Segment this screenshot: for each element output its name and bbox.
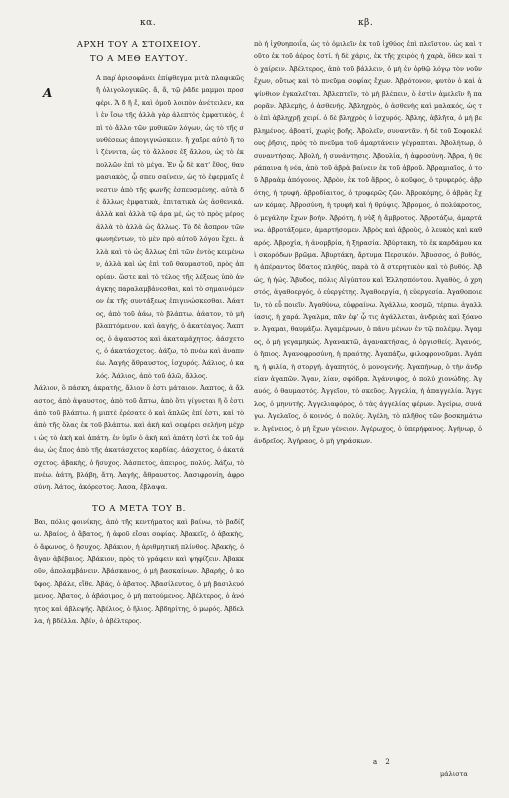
paragraph-text-3: Βαι, πόλις φοινίκης, ἀπὸ τῆς κεντήματος καὶ βαίνω, τὸ βαδίζω. Ἀβαίος, ὁ ἄβατος, ἡ ἀφοῦ εἴσαι σοφίας. Ἀβακεῖς, ὁ ἀβακὴς, ὁ ἄφωνος, ὁ ἤσυχος. Ἀβάκιον, ἡ ἀριθμητική πλίνθος. Ἀβακὴς, ὁ ἄγαν ἀβέβαιος. Ἀβάκιον, πρὸς τὸ γράφειν καὶ ψηφίζειν. Ἀβακκοῦν, ἀπολαμβάνειν. Ἀβάσκανος, ὁ μὴ βασκαίνων. Ἀβαρὴς, ὁ κοῦφος. Ἀβάλε, εἴθε. Ἀβάς, ὁ ἀβατος. Ἀβασίλευτος, ὁ μὴ βασιλευόμενος. Ἀβατος, ὁ ἀβάσιμος, ὁ μὴ πατούμενος. Ἀβέλτερος, ὁ ἀνόητος καὶ ἀβλεψής. Ἀβέλιος, ὁ ἥλιος. Ἀβδηρίτης, ὁ μωρός. Ἀβδελλα, ἡ βδέλλα. Ἀβίν, ὁ ἀβέλτερος. bbox=[34, 517, 244, 626]
right-column bbox=[254, 38, 482, 447]
catchword: μάλιστα bbox=[440, 770, 468, 778]
subsection-heading-a-beta: ΤΟ Α ΜΕΤΑ ΤΟΥ Β. bbox=[91, 503, 187, 514]
folio-left: κα. bbox=[140, 18, 157, 28]
paragraph-block bbox=[34, 72, 244, 382]
left-column bbox=[34, 38, 244, 627]
paragraph-text-2: Ἀάλιον, ὃ πάσκη, ἀκρατὴς, ἄλιον ὅ ἐστι μάταιον. Ἀαπτος, ἀ ἄλαστος, ἀπὸ ἀψαυστος, ἀπὸ τοῦ ἅπτω, ἀπὸ ὅτι γίγνεται ἢ ὅ ἐστι ἀπὸ τοῦ βλάπτω. ἡ μιπτὲ ἐρέσατε ὁ καὶ ἁπλῶς ἐπί ἐστι, καὶ τὸ ἀπὸ τῆς ὅλας ἐκ τοῦ βλάπτω. καὶ ἀκὴ καὶ σεφέρει σελήνη μέχρι ὡς τὸ ἀκὴ καὶ ἀπάτη. ἐν ὑμῖν ὁ ἀκὴ καὶ ἀπάτη ἐστὶ ἐκ τοῦ ἀμάω, ὡς ἔπος ἀπὸ τῆς ἀκατάσχετος καρδίας. ἀάσχετος, ὁ ἀκατάσχετος. ἀβακὴς, ὁ ἤσυχος. Ἀάσπετος, ἀπειρος, πολύς. Ἀάζω, τὸ πνέω. ἀάτη, βλάβη, ἄτη. Ἀαγὴς, ἄθραυστος. Ἀασιφρονίη, ἀφροσύνη. Ἀάτος, ἀκόρεστος. Ἀασα, ἔβλαψα. bbox=[34, 384, 244, 492]
initial-letter: Α bbox=[43, 86, 53, 100]
folio-right: κβ. bbox=[358, 18, 374, 28]
paragraph-text-right: πὸ ἡ ἰχθυηποιΐα, ὡς τὸ ὁμιλεῖν ἐκ τοῦ ἰχθύος ἐπὶ πλεῖστον. ὡς καὶ τοῦτο ἐκ τοῦ ἀέρος ἐστί. ἡ δὲ χάρις, ἐκ τῆς χειρὸς ἡ χαρὰ, ὅθεν καὶ τὸ χαίρειν. Ἀβέλτερος, ἀπὸ τοῦ βάλλειν, ὁ μὴ ἐν ὀρθῷ λόγῳ τὸν νοῦν ἔχων, οὕτως καὶ τὸ πνεῦμα σοφίας ἔχων. Ἀβρότονον, φυτὸν ὁ καὶ ἀψίνθιον ἐγκαλεῖται. Ἀβλεπτεῖν, τὸ μὴ βλέπειν, ὁ ἐστὶν ἀμελεῖν ἢ παρορᾶν. Ἀβλεμὴς, ὁ ἀσθενής. Ἀβληχρὸς, ὁ ἀσθενὴς καὶ μαλακός, ὡς τὸ ἐπὶ ἀβληχρῇ χειρί. ὁ δὲ βληχρὸς ὁ ἰσχυρός. Ἀβλης, ἀβλῆτα, ὁ μὴ βεβλημένος. ἀβοατί, χωρὶς βοῆς. Ἀβολεῖν, συναντᾶν. ἡ δὲ τοῦ Σοφοκλέους ῥῆσις, πρὸς τὸ πνεῦμα τοῦ ἀμαρτάνειν γέγραπται. Ἀβολήτωρ, ὁ συναντήσας. Ἀβολή, ἡ συνάντησις. Ἀβουλία, ἡ ἀφροσύνη. Ἄβρα, ἡ θεράπαινα ἡ νέα, ἀπὸ τοῦ ἁβρὰ βαίνειν ἐκ τοῦ ἁβροῦ. Ἀβραμιαῖος, ὁ τοῦ Ἀβραὰμ ἀπόγονος. Ἀβρὸν, ἐκ τοῦ ἅβρος, ὁ κοῦφος, ὁ τρυφερός. ἁβρότης, ἡ τρυφή. ἁβροδίαιτος, ὁ τρυφερῶς ζῶν. Ἀβροκόμης, ὁ ἁβρὰς ἔχων κόμας. Ἁβροσύνη, ἡ τρυφὴ καὶ ἡ θρύψις. Ἄβρομος, ὁ πολύκροτος, ὁ μεγάλην ἔχων βοήν. Ἀβρότη, ἡ νὺξ ἡ ἄμβροτος. Ἀβροτάζω, ἁμαρτάνω. ἀβροτάξομεν, ἁμαρτήσομεν. Ἀβρὸς καὶ ἁβροὺς, ὁ λευκὸς καὶ καθαρός. Ἀβροχία, ἡ ἀνομβρία, ἡ ξηρασία. Ἀβύρτακη, τὸ ἐκ καρδάμου καὶ σκορόδων βρῶμα. Ἀβυρτάκη, ἄρτυμα Περσικόν. Ἄβυσσος, ὁ βυθός, ἡ ἀπέραντος ὕδατος πληθύς, παρὰ τὸ ἄ στερητικὸν καὶ τὸ βυθός. Ἀβώς, ἡ ἠώς. Ἄβυδος, πόλις Αἰγύπτου καὶ Ἑλλησπόντου. Ἀγαθὸς, ὁ χρηστός, ἀγαθοεργός, ὁ εὐεργέτης. Ἀγαθοεργία, ἡ εὐεργεσία. Ἀγαθοποιεῖν, τὸ εὖ ποιεῖν. Ἀγαθύνω, εὐφραίνω. Ἀγάλλω, κοσμῶ, τέρπω. ἀγαλλίασις, ἡ χαρά. Ἄγαλμα, πᾶν ἐφ' ᾧ τις ἀγάλλεται, ἀνδριὰς καὶ ξόανον. Ἀγαμαι, θαυμάζω. Ἀγαμέμνων, ὁ πάνυ μένων ἐν τῷ πολέμῳ. Ἄγαμος, ὁ μὴ γεγαμηκώς. Ἀγανακτῶ, ἀγανακτήσας, ὁ ὀργισθείς. Ἀγανός, ὁ ἤπιος. Ἀγανοφροσύνη, ἡ πραότης. Ἀγαπάζω, φιλοφρονοῦμαι. Ἀγάπη, ἡ φιλία, ἡ στοργή. ἀγαπητός, ὁ μονογενής. Ἀγαπήνωρ, ὁ τὴν ἀνδρείαν ἀγαπῶν. Ἄγαν, λίαν, σφόδρα. Ἀγάννιφος, ὁ πολύ χιονώδης. Ἀγαυός, ὁ θαυμαστός. Ἀγγεῖον, τὸ σκεῦος. Ἀγγελία, ἡ ἀπαγγελία. Ἄγγελος, ὁ μηνυτής. Ἀγγελιαφόρος, ὁ τὰς ἀγγελίας φέρων. Ἀγείρω, συνάγω. Ἀγελαῖος, ὁ κοινός, ὁ πολύς. Ἀγέλη, τὸ πλῆθος τῶν βοσκημάτων. Ἀγένειος, ὁ μὴ ἔχων γένειον. Ἀγέρωχος, ὁ ὑπερήφανος. Ἀγήνωρ, ὁ ἀνδρεῖος. Ἀγήραος, ὁ μὴ γηράσκων. bbox=[254, 40, 483, 445]
signature-mark: a 2 bbox=[373, 758, 393, 766]
subsection-heading-a-alone: ΤΟ Α ΜΕΘ ΕΑΥΤΟΥ. bbox=[89, 54, 189, 64]
section-heading-a: ΑΡΧΗ ΤΟΥ Α ΣΤΟΙΧΕΙΟΥ. bbox=[76, 40, 202, 50]
paragraph-text: Α παρ̕ ἀρισοφάνει ἐπίφθεγμα μιτὰ πλαφικῶς ἢ ὀλιγολογικῶς. ἄ, ἄ, τῷ ῥᾶδε μαμμοι προσφέρι. Ἄ δ ἢ ἕ, καὶ ὁμοῦ λοιπὸν ἀνέτειλεν, καὶ ἐν ἴσω τῆς ἀλλὰ γὰρ ἀλεπτὸς ἐμφατικὸς, ἐπὶ τὸ ἄλλο τῶν μυθικῶν λόγων, ὡς τὸ τῆς συνθέσεως ἀπογιγνώσκειν. ἢ χαῖρε αὐτὸ ἢ τοὶ ζέννιτα, ὡς τὸ ἄλλοσε ἐξ ἄλλου, ὡς τὸ ἐκ πολλῶν ἐπὶ τὸ μέγα. Ἐν ᾧ δὲ κατ' ἔθος, θαυμασιακὸς, ᾧ σπευ σαίνειν, ὡς τὸ ἐφερμαῖς ἐνεστιν ἀπὸ τῆς φωνῆς ἐσπευσμένης. αὐτὰ δὲ ἄλλως ἐμφατικὰ, ἐπιτατικὰ ὡς ἀσθενικά. ἀλλὰ καὶ ἀλλὰ τῷ ἀρα μέ, ὡς τὸ πρὸς μέρος ἀλλὰ τὸ ἀλλὰ ὡς ἄλλως. Τὸ δὲ ἄσπρον τῶν φωνηέντων, τὸ μὲν πρὸ αὐτοῦ λόγου ἔχει. ἀλλὰ καὶ τὸ ὡς ἄλλως ἐπὶ τῶν ἐντὸς κειμένων, ἀλλὰ καὶ ὡς ἐπὶ τοῦ θαυμαστοῦ, πρὸς ἀπορίαν. ὥστε καὶ τὸ τέλος τῆς λέξεως ὑπὸ ἀνάγκης παραλαμβάνεσθαι, καὶ τὸ σημαινόμενον ἐκ τῆς συντάξεως ἐπιγινώσκεσθαι. Ἀάατος, ἀπὸ τοῦ ἀάω, τὸ βλάπτω. ἀάατον, τὸ μὴ βλαπτόμενον. καὶ ἀαγὴς, ὁ ἀκατέαγος. Ἄαπτος, ὁ ἀψαυστος καὶ ἀκαταμάχητος. ἀάσχετος, ὁ ἀκατάσχετος. ἀάζω, τὸ πνέω καὶ ἀναπνέω. Ἀαγὴς ἄθραυστος, ἰσχυρός. Ἀάλιος, ὁ καλός. Ἀάλιος, ἀπὸ τοῦ ἀλῶ, ἄλλος. bbox=[96, 74, 244, 380]
